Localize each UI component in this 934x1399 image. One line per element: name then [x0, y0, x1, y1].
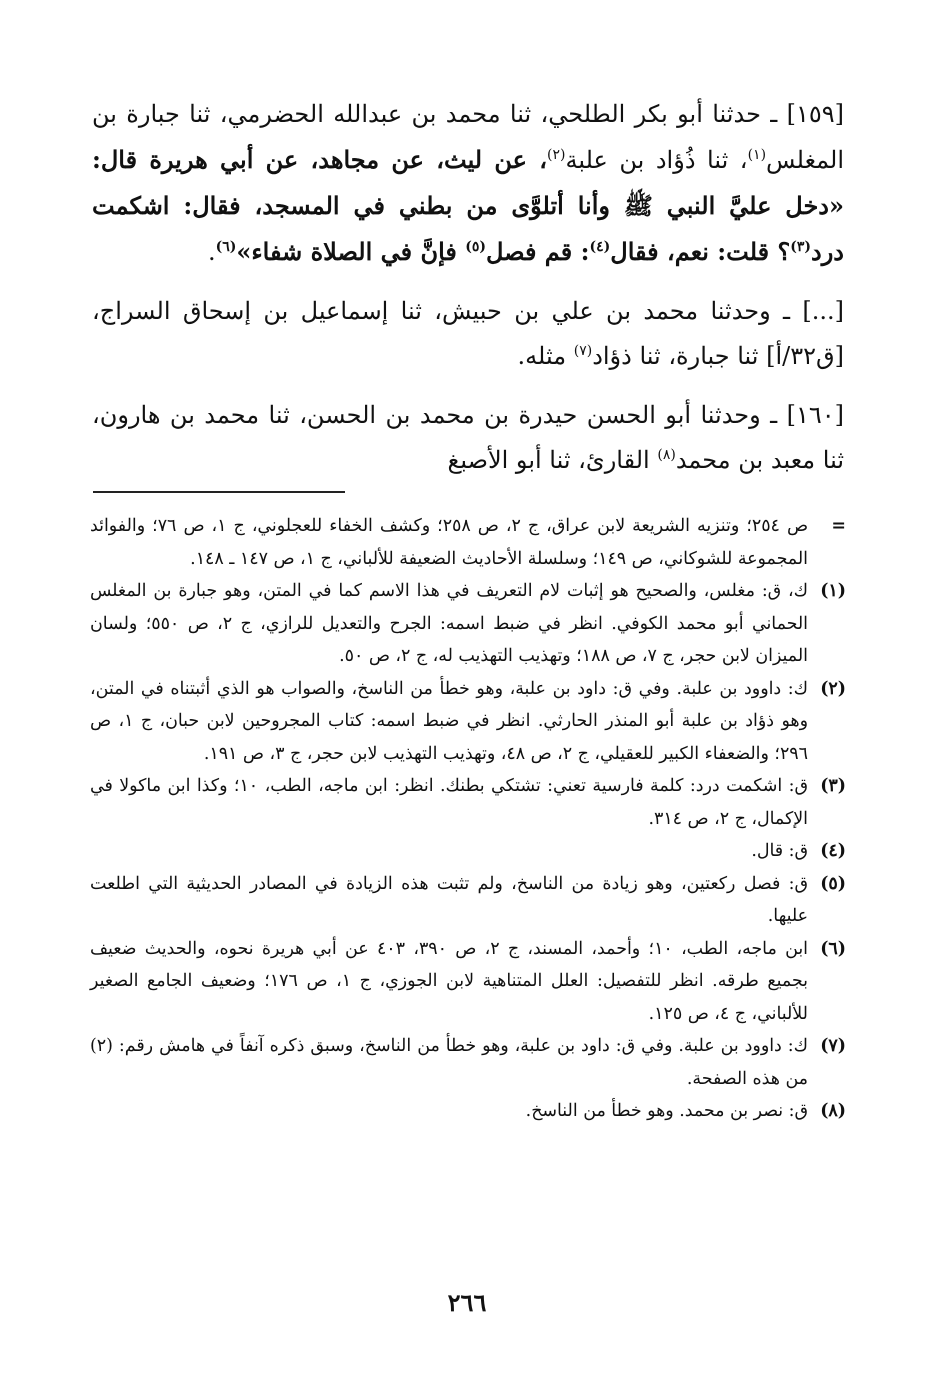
footnote-number: (٣) [820, 776, 846, 796]
footnote-continuation [90, 510, 846, 575]
footnote-ref-6: (٦) [215, 239, 237, 255]
footnote-number: (٤) [820, 841, 846, 861]
hadith-chain-extra [92, 289, 844, 379]
footnote-text: ق: فصل ركعتين، وهو زيادة من الناسخ، ولم تثبت هذه الزيادة في المصادر الحديثية التي اطلعت عليها. [90, 873, 808, 926]
footnote-text: ق: قال. [751, 841, 808, 861]
footnote-number: (٨) [820, 1101, 846, 1121]
hadith-159-matn: ؟ قلت: نعم، فقال [610, 237, 791, 266]
footnote-7 [90, 1030, 846, 1095]
footnote-number: = [831, 516, 846, 536]
footnote-3 [90, 770, 846, 835]
hadith-159-text: [١٥٩] ـ حدثنا أبو بكر الطلحي، ثنا محمد بن عبدالله الحضرمي، ثنا جبارة بن المغلس [92, 100, 845, 174]
hadith-159-text: ، ثنا ذُؤاد بن علبة [565, 146, 748, 174]
main-text [92, 92, 844, 497]
footnote-ref-2: (٢) [547, 147, 566, 163]
footnote-text: ق: نصر بن محمد. وهو خطأ من الناسخ. [525, 1101, 808, 1121]
footnotes [90, 510, 846, 1128]
footnote-8 [90, 1095, 846, 1128]
footnote-separator [93, 491, 345, 493]
hadith-160-text: [١٦٠] ـ وحدثنا أبو الحسن حيدرة بن محمد بن الحسن، ثنا محمد بن هارون، ثنا معبد بن محمد [92, 401, 844, 474]
footnote-ref-4: (٤) [589, 239, 611, 255]
footnote-text: ك، ق: مغلس، والصحيح هو إثبات لام التعريف في هذا الاسم كما في المتن، وهو جبارة بن المغلس الحماني أبو محمد الكوفي. انظر في ضبط اسمه: الجرح والتعديل للرازي، ج ٢، ص ٥٥٠؛ ولسان الميزان لابن حجر، ج ٧، ص ١٨٨؛ وتهذيب التهذيب له، ج ٢، ص ٥٠. [90, 581, 808, 666]
footnote-number: (٦) [820, 938, 846, 959]
hadith-159-matn: ، عن ليث، عن مجاهد، عن أبي هريرة قال: «دخل عليَّ النبي ﷺ وأنا أتلوَّى من بطني في المسجد، فقال: اشكمت درد [92, 145, 844, 266]
hadith-159-matn: فإنَّ في الصلاة شفاء» [236, 237, 466, 266]
footnote-4 [90, 835, 846, 868]
footnote-5 [90, 868, 846, 933]
hadith-160-text: القارئ، ثنا أبو الأصبغ [447, 446, 658, 474]
footnote-text: ق: اشكمت درد: كلمة فارسية تعني: تشتكي بطنك. انظر: ابن ماجه، الطب، ١٠؛ وكذا ابن ماكولا في الإكمال، ج ٢، ص ٣١٤. [90, 776, 808, 829]
chain-text: [...] ـ وحدثنا محمد بن علي بن حبيش، ثنا إسماعيل بن إسحاق السراج، [ق٣٢/أ] ثنا جبارة، ثنا ذؤاد [92, 297, 844, 370]
footnote-text: ك: داوود بن علبة. وفي ق: داود بن علبة، وهو خطأ من الناسخ، والصواب هو الذي أثبتناه في المتن، وهو ذؤاد بن علبة أبو المنذر الحارثي. انظر في ضبط اسمه: كتاب المجروحين لابن حبان، ج ١، ص ٢٩٦؛ والضعفاء الكبير للعقيلي، ج ٢، ص ٤٨، وتهذيب التهذيب لابن حجر، ج ٣، ص ١٩١. [90, 678, 808, 764]
footnote-ref-8: (٨) [657, 447, 676, 463]
footnote-1 [90, 575, 846, 673]
footnote-text: ابن ماجه، الطب، ١٠؛ وأحمد، المسند، ج ٢، ص ٣٩٠، ٤٠٣ عن أبي هريرة نحوه، والحديث ضعيف بجميع طرقه. انظر للتفصيل: العلل المتناهية لابن الجوزي، ج ١، ص ١٧٦؛ وضعيف الجامع الصغير للألباني، ج ٤، ص ١٢٥. [90, 938, 808, 1024]
hadith-159-matn: : قم فصل [485, 237, 590, 266]
footnote-text: ص ٢٥٤؛ وتنزيه الشريعة لابن عراق، ج ٢، ص ٢٥٨؛ وكشف الخفاء للعجلوني، ج ١، ص ٧٦؛ والفوائد المجموعة للشوكاني، ص ١٤٩؛ وسلسلة الأحاديث الضعيفة للألباني، ج ١، ص ١٤٧ ـ ١٤٨. [90, 516, 808, 569]
footnote-text: ك: داوود بن علبة. وفي ق: داود بن علبة، وهو خطأ من الناسخ، وسبق ذكره آنفاً في هامش رقم: (٢) من هذه الصفحة. [90, 1036, 808, 1089]
footnote-number: (١) [820, 581, 846, 601]
footnote-ref-5: (٥) [465, 239, 486, 255]
footnote-ref-7: (٧) [573, 343, 593, 359]
footnote-number: (٥) [820, 873, 846, 894]
footnote-number: (٧) [820, 1036, 846, 1056]
footnote-ref-1: (١) [747, 147, 767, 163]
chain-text: مثله. [517, 342, 574, 370]
hadith-159-text: . [207, 238, 216, 266]
footnote-2 [90, 673, 846, 771]
hadith-159 [92, 92, 844, 275]
footnote-6 [90, 933, 846, 1031]
footnote-number: (٢) [820, 678, 846, 699]
page-number: ٢٦٦ [447, 1288, 487, 1317]
hadith-160 [92, 393, 844, 483]
footnote-ref-3: (٣) [790, 239, 812, 255]
